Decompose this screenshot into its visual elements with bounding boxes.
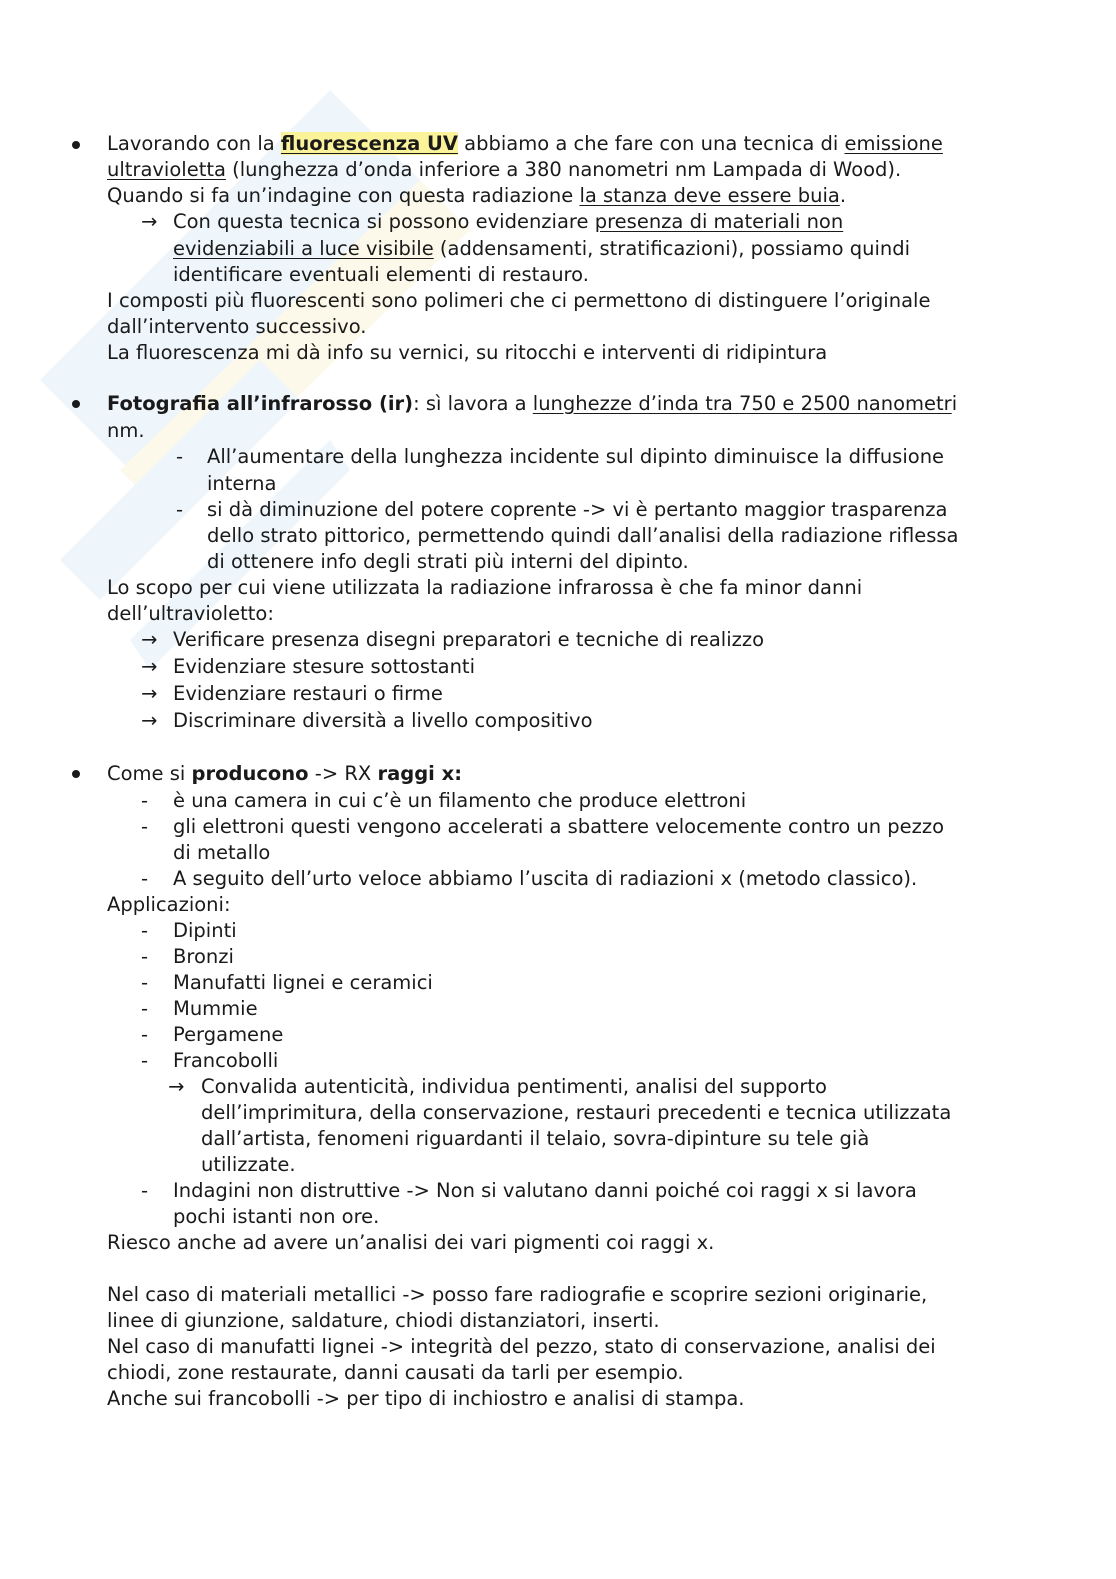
text-line: Indagini non distruttive -> Non si valutano danni poiché coi raggi x si lavora xyxy=(173,1179,917,1202)
text-line: Riesco anche ad avere un’analisi dei vari pigmenti coi raggi x. xyxy=(107,1231,715,1254)
text-line: nm. xyxy=(107,419,145,442)
text-line: I composti più fluorescenti sono polimeri che ci permettono di distinguere l’originale xyxy=(107,289,931,312)
arrow-icon: → xyxy=(141,655,158,678)
text-line: utilizzate. xyxy=(201,1153,296,1176)
list-item: Manufatti lignei e ceramici xyxy=(173,971,433,994)
text-line: chiodi, zone restaurate, danni causati da tarli per esempio. xyxy=(107,1361,684,1384)
dash-marker: - xyxy=(141,1049,149,1072)
list-item: Dipinti xyxy=(173,919,237,942)
dash-marker: - xyxy=(141,971,149,994)
text-line: Lo scopo per cui viene utilizzata la radiazione infrarossa è che fa minor danni xyxy=(107,576,863,599)
arrow-icon: → xyxy=(141,210,158,233)
text-line: è una camera in cui c’è un filamento che produce elettroni xyxy=(173,789,747,812)
text-line: Convalida autenticità, individua pentimenti, analisi del supporto xyxy=(201,1075,827,1098)
arrow-icon: → xyxy=(141,682,158,705)
text-line: Applicazioni: xyxy=(107,893,231,916)
text-line: Lavorando con la fluorescenza UV abbiamo a che fare con una tecnica di emissione xyxy=(107,132,943,155)
bullet-icon xyxy=(72,141,80,149)
dash-marker: - xyxy=(141,867,149,890)
text-line: Quando si fa un’indagine con questa radiazione la stanza deve essere buia. xyxy=(107,184,847,207)
text-line: Anche sui francobolli -> per tipo di inchiostro e analisi di stampa. xyxy=(107,1387,745,1410)
text-line: di ottenere info degli strati più interni del dipinto. xyxy=(207,550,689,573)
arrow-icon: → xyxy=(141,628,158,651)
dash-marker: - xyxy=(141,1023,149,1046)
dash-marker: - xyxy=(141,789,149,812)
text-line: dell’ultravioletto: xyxy=(107,602,274,625)
dash-marker: - xyxy=(141,945,149,968)
text-line: gli elettroni questi vengono accelerati a sbattere velocemente contro un pezzo xyxy=(173,815,945,838)
dash-marker: - xyxy=(141,997,149,1020)
text-line: Nel caso di manufatti lignei -> integrità del pezzo, stato di conservazione, analisi dei xyxy=(107,1335,936,1358)
text-line: dell’imprimitura, della conservazione, restauri precedenti e tecnica utilizzata xyxy=(201,1101,952,1124)
bullet-icon xyxy=(72,400,80,408)
list-item: Discriminare diversità a livello compositivo xyxy=(173,709,593,732)
arrow-icon: → xyxy=(168,1075,185,1098)
dash-marker: - xyxy=(176,445,184,468)
text-line: linee di giunzione, saldature, chiodi distanziatori, inserti. xyxy=(107,1309,660,1332)
text-line: interna xyxy=(207,472,277,495)
text-line: Come si producono -> RX raggi x: xyxy=(107,762,463,785)
list-item: Verificare presenza disegni preparatori e tecniche di realizzo xyxy=(173,628,765,651)
text-line: Con questa tecnica si possono evidenziare presenza di materiali non xyxy=(173,210,844,233)
text-line: identificare eventuali elementi di restauro. xyxy=(173,263,589,286)
list-item: Mummie xyxy=(173,997,258,1020)
text-line: A seguito dell’urto veloce abbiamo l’uscita di radiazioni x (metodo classico). xyxy=(173,867,918,890)
list-item: Francobolli xyxy=(173,1049,279,1072)
keyword-fluorescenza-uv: fluorescenza UV xyxy=(280,132,458,155)
text-line: La fluorescenza mi dà info su vernici, su ritocchi e interventi di ridipintura xyxy=(107,341,828,364)
dash-marker: - xyxy=(176,498,184,521)
bullet-icon xyxy=(72,770,80,778)
text-line: evidenziabili a luce visibile (addensamenti, stratificazioni), possiamo quindi xyxy=(173,237,911,260)
list-item: Pergamene xyxy=(173,1023,284,1046)
text-line: dello strato pittorico, permettendo quindi dall’analisi della radiazione riflessa xyxy=(207,524,959,547)
list-item: Evidenziare stesure sottostanti xyxy=(173,655,475,678)
text-line: di metallo xyxy=(173,841,271,864)
dash-marker: - xyxy=(141,1179,149,1202)
text-line: Nel caso di materiali metallici -> posso fare radiografie e scoprire sezioni originarie, xyxy=(107,1283,928,1306)
list-item: Evidenziare restauri o firme xyxy=(173,682,443,705)
text-line: ultravioletta (lunghezza d’onda inferiore a 380 nanometri nm Lampada di Wood). xyxy=(107,158,902,181)
dash-marker: - xyxy=(141,919,149,942)
text-line: pochi istanti non ore. xyxy=(173,1205,380,1228)
text-line: All’aumentare della lunghezza incidente sul dipinto diminuisce la diffusione xyxy=(207,445,945,468)
arrow-icon: → xyxy=(141,709,158,732)
list-item: Bronzi xyxy=(173,945,234,968)
text-line: dall’intervento successivo. xyxy=(107,315,367,338)
text-line: Fotografia all’infrarosso (ir): sì lavora a lunghezze d’inda tra 750 e 2500 nanometri xyxy=(107,392,958,415)
text-line: dall’artista, fenomeni riguardanti il telaio, sovra-dipinture su tele già xyxy=(201,1127,870,1150)
dash-marker: - xyxy=(141,815,149,838)
text-line: si dà diminuzione del potere coprente -> vi è pertanto maggior trasparenza xyxy=(207,498,948,521)
